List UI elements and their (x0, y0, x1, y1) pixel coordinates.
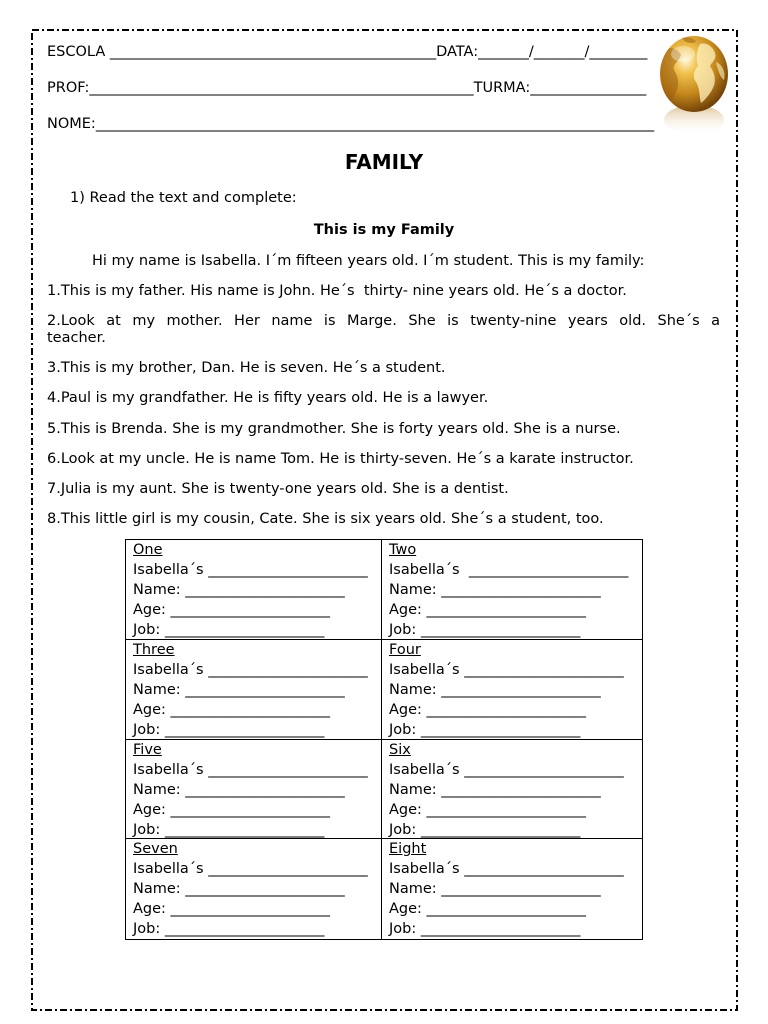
isabellas-label: Isabella´s (389, 861, 460, 878)
name-row (389, 780, 642, 800)
isabellas-row (389, 560, 642, 580)
name-blank: ______________________ (441, 881, 601, 898)
isabellas-blank: ______________________ (464, 761, 624, 778)
job-blank: ______________________ (420, 821, 581, 838)
cell-title: Four (389, 641, 421, 658)
age-row (389, 800, 642, 820)
name-blank: ______________________ (441, 681, 601, 698)
sentence-7: 7.Julia is my aunt. She is twenty-one years old. She is a dentist. (47, 481, 509, 497)
job-label: Job: (133, 622, 161, 638)
isabellas-blank: ______________________ (208, 761, 368, 778)
job-blank: ______________________ (164, 821, 325, 838)
age-label: Age: (389, 701, 422, 718)
cell-title-row (389, 740, 642, 760)
class-blank: ________________ (530, 80, 647, 96)
job-row (133, 720, 381, 740)
job-row (133, 820, 381, 840)
isabellas-label: Isabella´s (389, 661, 460, 678)
name-row (389, 680, 642, 700)
isabellas-blank: ______________________ (464, 861, 624, 878)
job-blank: ______________________ (420, 921, 581, 938)
sentence-2-line-1: 2.Look at my mother. Her name is Marge. She is twenty-nine years old. She´s a (47, 313, 720, 329)
name-label: Name: (133, 881, 181, 898)
isabellas-blank: ______________________ (468, 562, 629, 578)
cell-title: Two (389, 542, 417, 558)
age-label: Age: (133, 602, 166, 618)
name-blank: ______________________ (441, 781, 601, 798)
isabellas-label: Isabella´s (133, 562, 204, 578)
name-row (133, 780, 381, 800)
job-label: Job: (133, 821, 161, 838)
cell-title: Eight (389, 841, 427, 858)
age-blank: ______________________ (426, 602, 587, 618)
age-row (133, 899, 381, 919)
isabellas-label: Isabella´s (389, 761, 460, 778)
isabellas-label: Isabella´s (133, 861, 204, 878)
age-label: Age: (133, 901, 166, 918)
age-label: Age: (133, 701, 166, 718)
name-blank: ______________________ (185, 681, 345, 698)
age-label: Age: (389, 901, 422, 918)
age-row (389, 600, 642, 620)
table-cell-six (382, 740, 642, 840)
worksheet-title: FAMILY (344, 150, 424, 174)
name-label: Name: (133, 681, 181, 698)
name-row (389, 580, 642, 600)
age-label: Age: (389, 801, 422, 818)
age-blank: ______________________ (170, 901, 331, 918)
table-cell-two (382, 540, 642, 640)
globe-icon (654, 32, 734, 136)
family-table (125, 539, 643, 940)
cell-title: Five (133, 741, 162, 758)
isabellas-blank: ______________________ (464, 661, 624, 678)
sentence-2-line-2: teacher. (47, 330, 106, 346)
job-label: Job: (389, 622, 417, 638)
cell-title-row (389, 640, 642, 660)
exercise-instruction: 1) Read the text and complete: (70, 190, 297, 206)
age-label: Age: (133, 801, 166, 818)
cell-title: Three (133, 641, 175, 658)
school-date-row (47, 44, 647, 61)
isabellas-row (389, 660, 642, 680)
cell-title-row (133, 740, 381, 760)
job-row (389, 620, 642, 640)
isabellas-label: Isabella´s (133, 761, 204, 778)
cell-title-row (133, 540, 381, 560)
sentence-5: 5.This is Brenda. She is my grandmother. She is forty years old. She is a nurse. (47, 421, 621, 437)
isabellas-row (133, 760, 381, 780)
job-row (389, 720, 642, 740)
intro-paragraph: Hi my name is Isabella. I´m fifteen years old. I´m student. This is my family: (92, 253, 645, 269)
table-cell-three (126, 640, 382, 740)
age-blank: ______________________ (426, 701, 587, 718)
name-row (133, 680, 381, 700)
date-label: DATA: (436, 44, 479, 60)
age-blank: ______________________ (170, 801, 331, 818)
teacher-label: PROF: (47, 80, 90, 96)
age-row (133, 600, 381, 620)
date-separator: / (584, 44, 590, 60)
job-row (133, 620, 381, 640)
school-label: ESCOLA (47, 44, 106, 60)
age-blank: ______________________ (426, 901, 587, 918)
isabellas-label: Isabella´s (389, 562, 460, 578)
cell-title-row (389, 839, 642, 859)
table-cell-one (126, 540, 382, 640)
name-blank: ______________________ (185, 582, 345, 598)
school-blank: _____________________________________________ (109, 44, 437, 60)
table-cell-seven (126, 839, 382, 939)
name-blank: ______________________ (185, 781, 345, 798)
sentence-4: 4.Paul is my grandfather. He is fifty years old. He is a lawyer. (47, 390, 489, 406)
date-year-blank: ________ (589, 44, 648, 60)
name-label: Name: (389, 781, 437, 798)
job-blank: ______________________ (164, 721, 325, 738)
name-row (133, 879, 381, 899)
date-separator: / (528, 44, 534, 60)
student-name-blank: _____________________________________________________________________________ (95, 116, 655, 132)
job-blank: ______________________ (420, 622, 581, 638)
text-title: This is my Family (313, 222, 455, 238)
job-blank: ______________________ (164, 622, 325, 638)
name-label: Name: (389, 582, 437, 598)
cell-title-row (133, 839, 381, 859)
name-blank: ______________________ (441, 582, 601, 598)
table-cell-five (126, 740, 382, 840)
job-row (389, 820, 642, 840)
isabellas-row (133, 859, 381, 879)
name-blank: ______________________ (185, 881, 345, 898)
isabellas-row (389, 859, 642, 879)
student-name-row (47, 116, 654, 133)
job-blank: ______________________ (420, 721, 581, 738)
age-row (389, 899, 642, 919)
name-label: Name: (389, 881, 437, 898)
sentence-1: 1.This is my father. His name is John. He´s thirty- nine years old. He´s a doctor. (47, 283, 627, 299)
teacher-class-row (47, 80, 646, 97)
date-day-blank: _______ (478, 44, 529, 60)
name-label: Name: (133, 781, 181, 798)
job-row (389, 919, 642, 939)
name-label: Name: (133, 582, 181, 598)
cell-title: Seven (133, 841, 178, 858)
job-blank: ______________________ (164, 921, 325, 938)
isabellas-blank: ______________________ (208, 661, 368, 678)
sentence-8: 8.This little girl is my cousin, Cate. She is six years old. She´s a student, too. (47, 511, 604, 527)
isabellas-row (133, 560, 381, 580)
age-row (133, 800, 381, 820)
age-label: Age: (389, 602, 422, 618)
class-label: TURMA: (473, 80, 531, 96)
cell-title: One (133, 542, 163, 558)
cell-title-row (389, 540, 642, 560)
job-label: Job: (133, 721, 161, 738)
name-label: Name: (389, 681, 437, 698)
name-row (133, 580, 381, 600)
isabellas-blank: ______________________ (208, 861, 368, 878)
job-label: Job: (389, 721, 417, 738)
sentence-6: 6.Look at my uncle. He is name Tom. He is thirty-seven. He´s a karate instructor. (47, 451, 634, 467)
age-row (133, 700, 381, 720)
date-month-blank: _______ (533, 44, 585, 60)
isabellas-label: Isabella´s (133, 661, 204, 678)
isabellas-row (389, 760, 642, 780)
job-row (133, 919, 381, 939)
job-label: Job: (389, 921, 417, 938)
table-cell-four (382, 640, 642, 740)
age-blank: ______________________ (170, 701, 331, 718)
job-label: Job: (389, 821, 417, 838)
age-blank: ______________________ (426, 801, 587, 818)
age-row (389, 700, 642, 720)
cell-title-row (133, 640, 381, 660)
student-name-label: NOME: (47, 116, 96, 132)
name-row (389, 879, 642, 899)
sentence-3: 3.This is my brother, Dan. He is seven. He´s a student. (47, 360, 446, 376)
isabellas-blank: ______________________ (208, 562, 368, 578)
job-label: Job: (133, 921, 161, 938)
table-cell-eight (382, 839, 642, 939)
teacher-blank: _____________________________________________________ (89, 80, 474, 96)
isabellas-row (133, 660, 381, 680)
cell-title: Six (389, 741, 411, 758)
age-blank: ______________________ (170, 602, 331, 618)
